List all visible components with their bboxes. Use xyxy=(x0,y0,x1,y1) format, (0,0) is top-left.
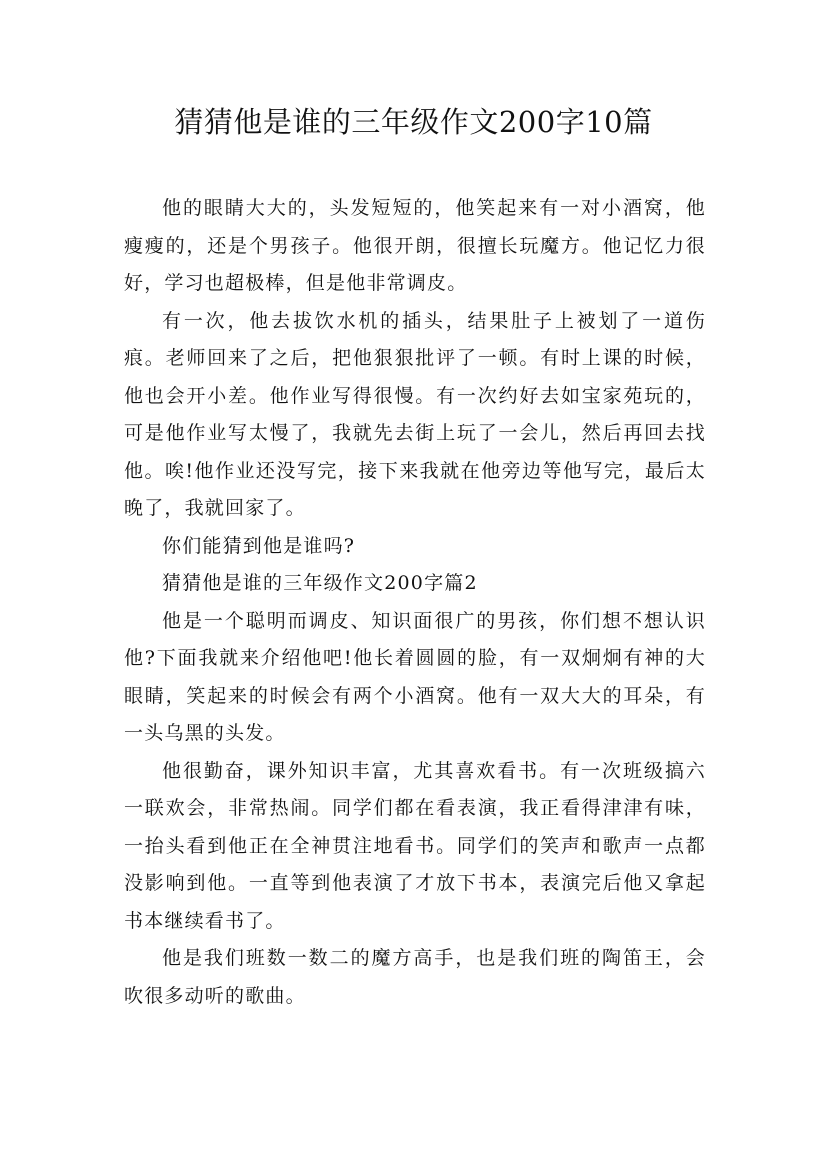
paragraph: 你们能猜到他是谁吗? xyxy=(162,534,356,557)
document-body xyxy=(124,190,706,1015)
document-title: 猜猜他是谁的三年级作文200字10篇 xyxy=(174,105,653,139)
section-heading: 猜猜他是谁的三年级作文200字篇2 xyxy=(162,572,478,594)
paragraph: 他很勤奋，课外知识丰富，尤其喜欢看书。有一次班级搞六一联欢会，非常热闹。同学们都在看表演，我正看得津津有味，一抬头看到他正在全神贯注地看书。同学们的笑声和歌声一点都没影响到他。一直等到他表演了才放下书本，表演完后他又拿起书本继续看书了。 xyxy=(124,759,706,932)
paragraph: 有一次，他去拔饮水机的插头，结果肚子上被划了一道伤痕。老师回来了之后，把他狠狠批评了一顿。有时上课的时候，他也会开小差。他作业写得很慢。有一次约好去如宝家苑玩的，可是他作业写太慢了，我就先去街上玩了一会儿，然后再回去找他。唉!他作业还没写完，接下来我就在他旁边等他写完，最后太晚了，我就回家了。 xyxy=(124,309,706,519)
paragraph: 他的眼睛大大的，头发短短的，他笑起来有一对小酒窝，他瘦瘦的，还是个男孩子。他很开朗，很擅长玩魔方。他记忆力很好，学习也超极棒，但是他非常调皮。 xyxy=(124,197,706,294)
paragraph: 他是我们班数一数二的魔方高手，也是我们班的陶笛王，会吹很多动听的歌曲。 xyxy=(124,947,706,1007)
paragraph: 他是一个聪明而调皮、知识面很广的男孩，你们想不想认识他?下面我就来介绍他吧!他长着圆圆的脸，有一双炯炯有神的大眼睛，笑起来的时候会有两个小酒窝。他有一双大大的耳朵，有一头乌黑的头发。 xyxy=(124,609,706,744)
